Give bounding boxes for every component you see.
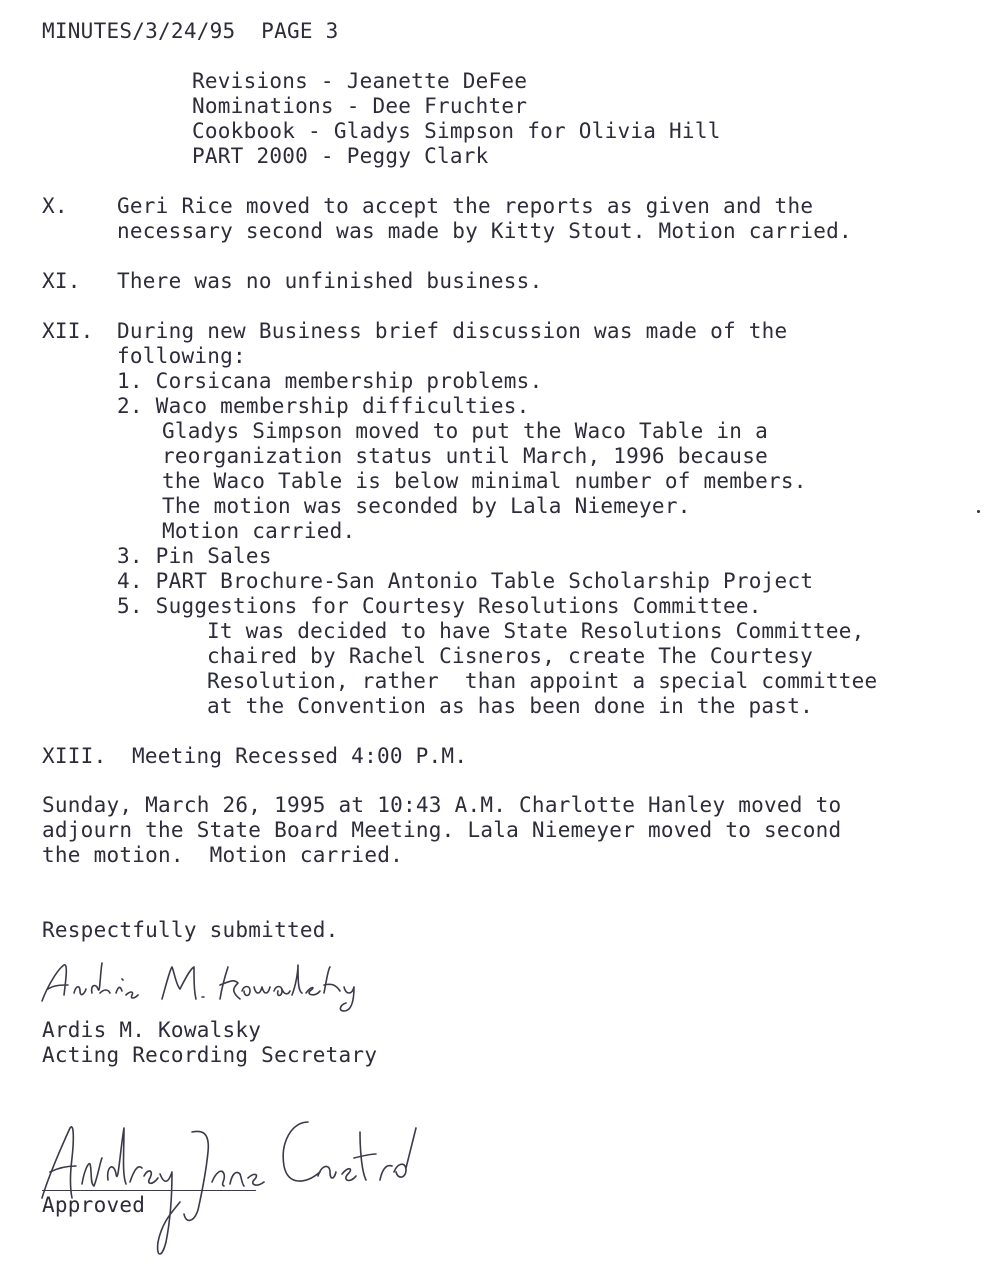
sunday-line-1: Sunday, March 26, 1995 at 10:43 A.M. Charlotte Hanley moved to: [42, 793, 842, 817]
item-xi-number: XI.: [42, 269, 81, 293]
closing-text: Respectfully submitted.: [42, 918, 339, 942]
report-line-part2000: PART 2000 - Peggy Clark: [192, 144, 489, 168]
item-xi-text: There was no unfinished business.: [117, 269, 543, 293]
courtesy-note-line-2: chaired by Rachel Cisneros, create The Courtesy: [207, 644, 813, 668]
stray-mark: [977, 510, 980, 513]
item-xiii-text: Meeting Recessed 4:00 P.M.: [132, 744, 468, 768]
waco-note-line-3: the Waco Table is below minimal number of members.: [162, 469, 807, 493]
signer-name: Ardis M. Kowalsky: [42, 1018, 262, 1042]
waco-note-line-2: reorganization status until March, 1996 because: [162, 444, 768, 468]
signer-title: Acting Recording Secretary: [42, 1043, 378, 1067]
item-xii-line-2: following:: [117, 344, 246, 368]
subitem-pin-sales: 3. Pin Sales: [117, 544, 272, 568]
courtesy-note-line-1: It was decided to have State Resolutions Committee,: [207, 619, 865, 643]
subitem-corsicana: 1. Corsicana membership problems.: [117, 369, 543, 393]
item-x-line-2: necessary second was made by Kitty Stout. Motion carried.: [117, 219, 852, 243]
waco-note-line-5: Motion carried.: [162, 519, 356, 543]
report-line-revisions: Revisions - Jeanette DeFee: [192, 69, 528, 93]
item-xii-number: XII.: [42, 319, 94, 343]
report-line-nominations: Nominations - Dee Fruchter: [192, 94, 528, 118]
subitem-waco: 2. Waco membership difficulties.: [117, 394, 530, 418]
approval-line: [42, 1190, 256, 1191]
signature-castro: [30, 1092, 430, 1267]
item-xii-line-1: During new Business brief discussion was made of the: [117, 319, 788, 343]
subitem-courtesy: 5. Suggestions for Courtesy Resolutions Committee.: [117, 594, 762, 618]
approved-label: Approved: [42, 1193, 146, 1217]
item-x-number: X.: [42, 194, 68, 218]
waco-note-line-4: The motion was seconded by Lala Niemeyer.: [162, 494, 691, 518]
item-x-line-1: Geri Rice moved to accept the reports as given and the: [117, 194, 814, 218]
sunday-line-3: the motion. Motion carried.: [42, 843, 404, 867]
sunday-line-2: adjourn the State Board Meeting. Lala Niemeyer moved to second: [42, 818, 842, 842]
signature-kowalsky: [34, 955, 394, 1015]
courtesy-note-line-3: Resolution, rather than appoint a special committee: [207, 669, 878, 693]
report-line-cookbook: Cookbook - Gladys Simpson for Olivia Hill: [192, 119, 721, 143]
waco-note-line-1: Gladys Simpson moved to put the Waco Table in a: [162, 419, 768, 443]
page-header: MINUTES/3/24/95 PAGE 3: [42, 19, 339, 43]
item-xiii-number: XIII.: [42, 744, 107, 768]
subitem-brochure: 4. PART Brochure-San Antonio Table Scholarship Project: [117, 569, 814, 593]
courtesy-note-line-4: at the Convention as has been done in the past.: [207, 694, 813, 718]
